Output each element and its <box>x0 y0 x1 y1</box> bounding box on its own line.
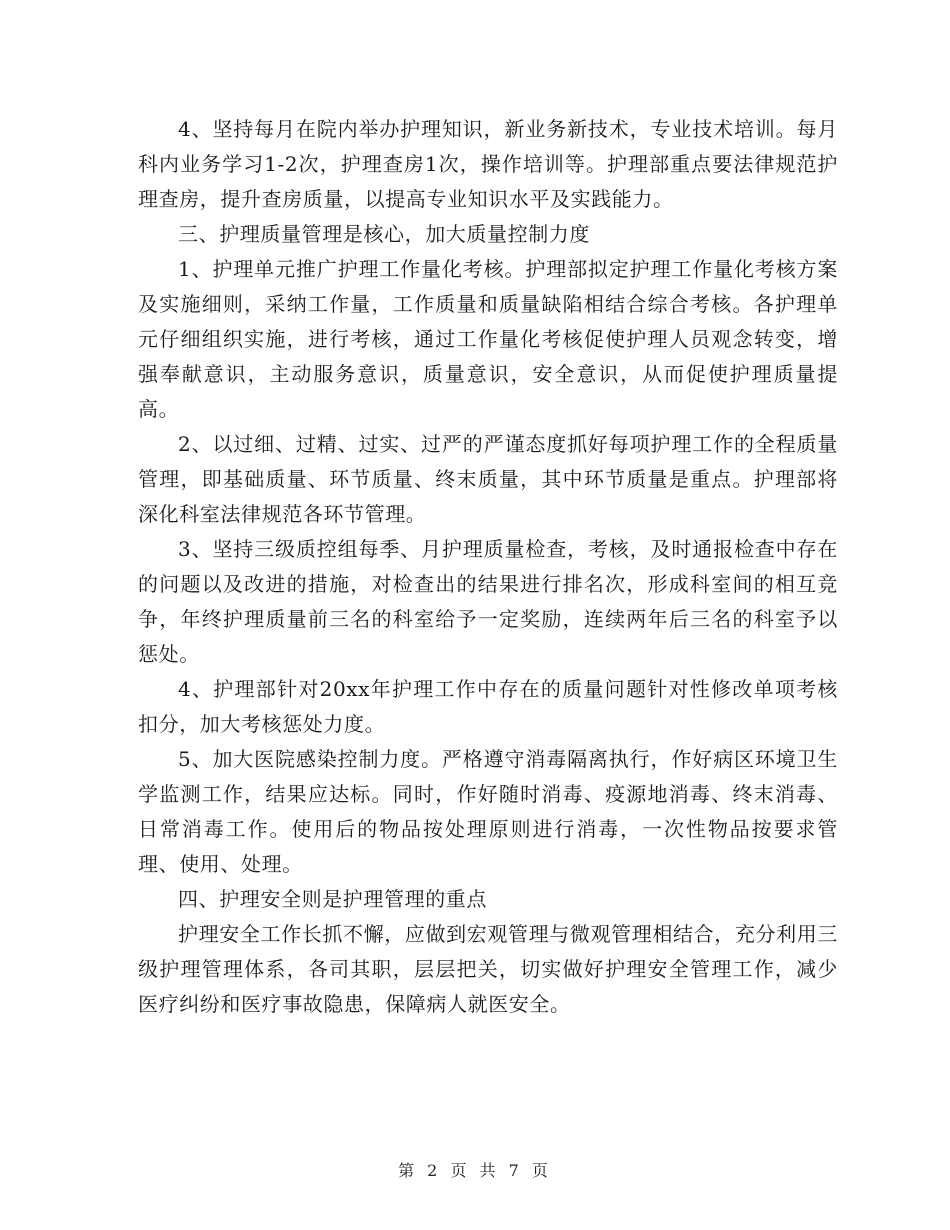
paragraph-nursing-safety: 护理安全工作长抓不懈，应做到宏观管理与微观管理相结合，充分利用三级护理管理体系，各司其职，层层把关，切实做好护理安全管理工作，减少医疗纠纷和医疗事故隐患，保障病人就医安全。 <box>138 922 838 1016</box>
paragraph-infection-control: 5、加大医院感染控制力度。严格遵守消毒隔离执行，作好病区环境卫生学监测工作，结果应达标。同时，作好随时消毒、疫源地消毒、终末消毒、日常消毒工作。使用后的物品按处理原则进行消毒，一次性物品按要求管理、使用、处理。 <box>138 747 838 876</box>
section-heading-safety: 四、护理安全则是护理管理的重点 <box>178 887 487 911</box>
paragraph-process-quality: 2、以过细、过精、过实、过严的严谨态度抓好每项护理工作的全程质量管理，即基础质量、环节质量、终末质量，其中环节质量是重点。护理部将深化科室法律规范各环节管理。 <box>138 432 838 526</box>
section-heading-quality: 三、护理质量管理是核心，加大质量控制力度 <box>178 222 590 246</box>
page-number-footer: 第 2 页 共 7 页 <box>398 1161 552 1180</box>
paragraph-three-level-control: 3、坚持三级质控组每季、月护理质量检查，考核，及时通报检查中存在的问题以及改进的措施，对检查出的结果进行排名次，形成科室间的相互竞争，年终护理质量前三名的科室给予一定奖励，连续两年后三名的科室予以惩处。 <box>138 537 838 666</box>
paragraph-training: 4、坚持每月在院内举办护理知识，新业务新技术，专业技术培训。每月科内业务学习1-2次，护理查房1次，操作培训等。护理部重点要法律规范护理查房，提升查房质量，以提高专业知识水平及实践能力。 <box>138 117 838 211</box>
document-body <box>138 112 838 1022</box>
paragraph-assessment-penalty: 4、护理部针对20xx年护理工作中存在的质量问题针对性修改单项考核扣分，加大考核惩处力度。 <box>138 677 838 736</box>
paragraph-quantified-assessment: 1、护理单元推广护理工作量化考核。护理部拟定护理工作量化考核方案及实施细则，采纳工作量，工作质量和质量缺陷相结合综合考核。各护理单元仔细组织实施，进行考核，通过工作量化考核促使护理人员观念转变，增强奉献意识，主动服务意识，质量意识，安全意识，从而促使护理质量提高。 <box>138 257 838 421</box>
